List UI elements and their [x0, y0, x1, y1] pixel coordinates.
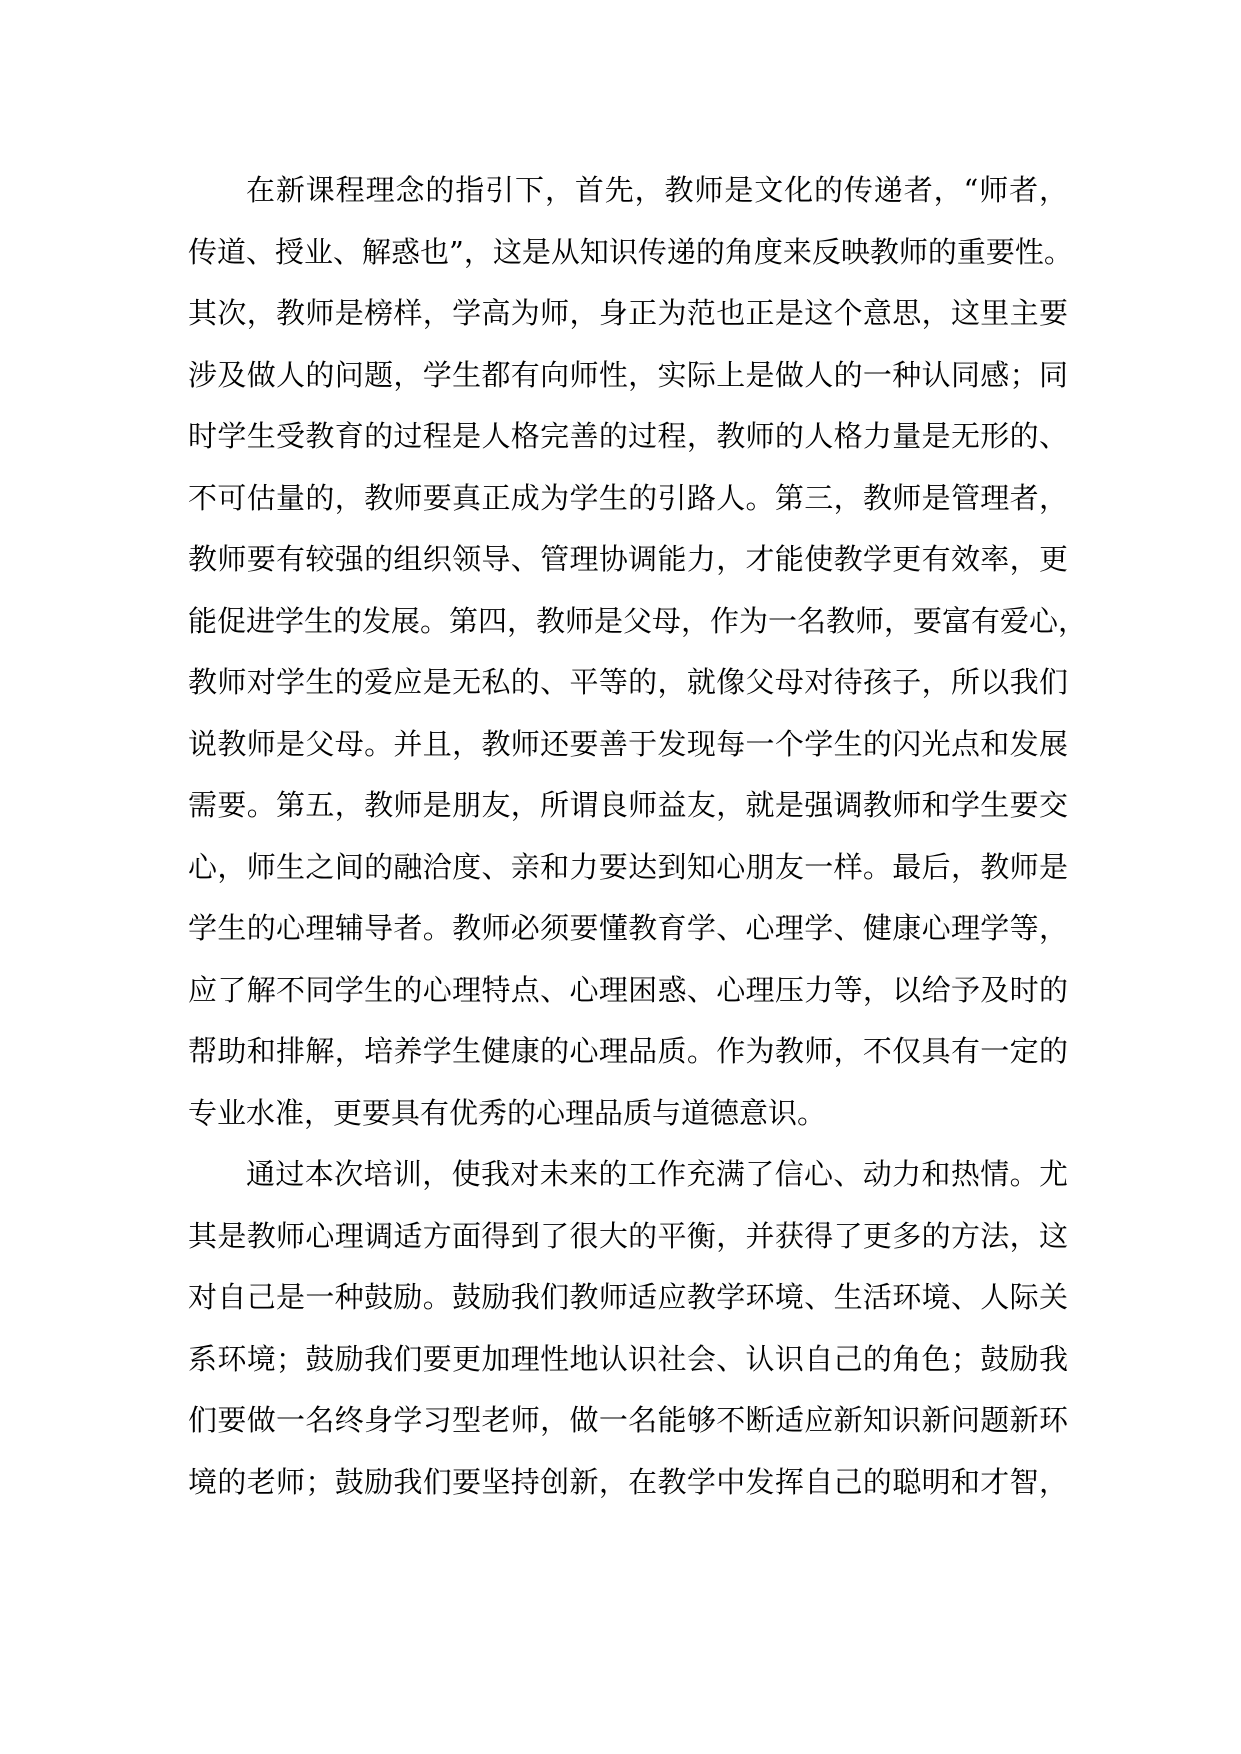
text-line: 教师对学生的爱应是无私的、平等的，就像父母对待孩子，所以我们: [188, 665, 1068, 699]
text-line: 能促进学生的发展。第四，教师是父母，作为一名教师，要富有爱心，: [188, 603, 1088, 638]
text-line: 对自己是一种鼓励。鼓励我们教师适应教学环境、生活环境、人际关: [188, 1280, 1068, 1314]
text-line: 通过本次培训，使我对未来的工作充满了信心、动力和热情。尤: [246, 1157, 1068, 1191]
text-line: 应了解不同学生的心理特点、心理困惑、心理压力等，以给予及时的: [188, 972, 1068, 1007]
text-line: 其是教师心理调适方面得到了很大的平衡，并获得了更多的方法，这: [188, 1218, 1068, 1253]
text-line: 们要做一名终身学习型老师，做一名能够不断适应新知识新问题新环: [188, 1403, 1068, 1437]
text-line: 不可估量的，教师要真正成为学生的引路人。第三，教师是管理者，: [188, 480, 1068, 515]
text-line: 系环境；鼓励我们要更加理性地认识社会、认识自己的角色；鼓励我: [188, 1341, 1068, 1376]
document-body: [188, 160, 1088, 1513]
paragraph-teacher-roles: [188, 160, 1088, 1144]
text-line: 说教师是父母。并且，教师还要善于发现每一个学生的闪光点和发展: [188, 726, 1068, 761]
text-line: 涉及做人的问题，学生都有向师性，实际上是做人的一种认同感；同: [188, 357, 1068, 392]
text-line: 心，师生之间的融洽度、亲和力要达到知心朋友一样。最后，教师是: [188, 849, 1068, 884]
paragraph-training-reflection: [188, 1144, 1068, 1513]
text-line: 传道、授业、解惑也”，这是从知识传递的角度来反映教师的重要性。: [188, 234, 1073, 269]
text-line: 时学生受教育的过程是人格完善的过程，教师的人格力量是无形的、: [188, 419, 1068, 453]
text-line: 教师要有较强的组织领导、管理协调能力，才能使教学更有效率，更: [188, 542, 1068, 576]
text-line: 学生的心理辅导者。教师必须要懂教育学、心理学、健康心理学等，: [188, 911, 1068, 945]
text-line: 帮助和排解，培养学生健康的心理品质。作为教师，不仅具有一定的: [188, 1034, 1068, 1068]
text-line: 在新课程理念的指引下，首先，教师是文化的传递者，“师者，: [246, 173, 1068, 207]
text-line: 境的老师；鼓励我们要坚持创新，在教学中发挥自己的聪明和才智，: [188, 1464, 1068, 1499]
text-line: 需要。第五，教师是朋友，所谓良师益友，就是强调教师和学生要交: [188, 788, 1068, 822]
text-line: 专业水准，更要具有优秀的心理品质与道德意识。: [188, 1095, 827, 1130]
text-line: 其次，教师是榜样，学高为师，身正为范也正是这个意思，这里主要: [188, 296, 1068, 330]
